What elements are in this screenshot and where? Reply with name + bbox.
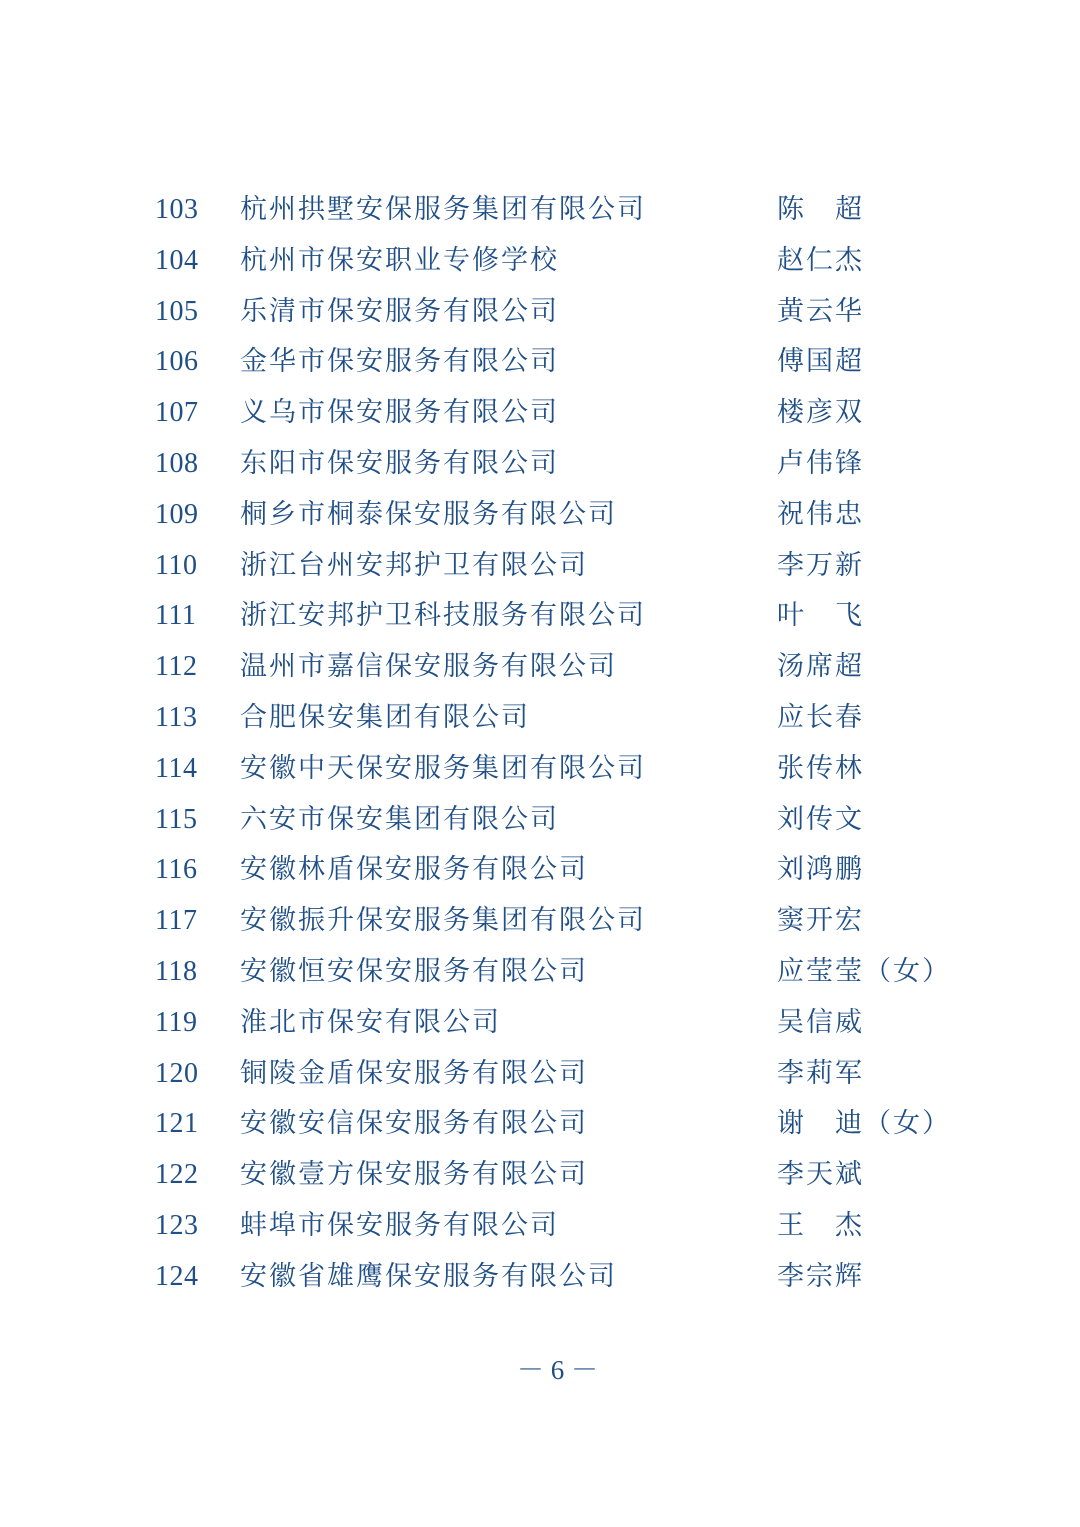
row-number: 115 bbox=[155, 803, 198, 835]
list-row bbox=[0, 591, 1080, 642]
row-number: 113 bbox=[155, 701, 198, 733]
row-number: 120 bbox=[155, 1057, 199, 1089]
person-name: 王 杰 bbox=[777, 1209, 864, 1241]
organization-name: 杭州拱墅安保服务集团有限公司 bbox=[240, 194, 646, 225]
organization-name: 浙江台州安邦护卫有限公司 bbox=[240, 549, 588, 581]
organization-name: 东阳市保安服务有限公司 bbox=[240, 447, 559, 479]
list-row bbox=[0, 744, 1080, 795]
organization-name: 温州市嘉信保安服务有限公司 bbox=[240, 651, 617, 683]
person-name: 李宗辉 bbox=[777, 1260, 864, 1292]
list-row bbox=[0, 1201, 1080, 1252]
person-name: 窦开宏 bbox=[777, 905, 864, 937]
organization-name: 安徽省雄鹰保安服务有限公司 bbox=[240, 1260, 617, 1292]
list-row bbox=[0, 185, 1080, 236]
person-name: 李万新 bbox=[777, 549, 864, 581]
row-number: 106 bbox=[155, 346, 199, 378]
list-row bbox=[0, 795, 1080, 846]
list-row bbox=[0, 845, 1080, 896]
row-number: 104 bbox=[155, 244, 199, 276]
row-number: 110 bbox=[155, 549, 198, 581]
list-row bbox=[0, 693, 1080, 744]
row-number: 107 bbox=[155, 397, 199, 429]
list-row bbox=[0, 490, 1080, 541]
organization-name: 义乌市保安服务有限公司 bbox=[240, 397, 559, 429]
list-row bbox=[0, 896, 1080, 947]
list-row bbox=[0, 388, 1080, 439]
person-name: 傅国超 bbox=[777, 346, 864, 378]
person-name: 应长春 bbox=[777, 701, 864, 733]
list-row bbox=[0, 947, 1080, 998]
row-number: 112 bbox=[155, 651, 198, 683]
list-row bbox=[0, 541, 1080, 592]
organization-name: 杭州市保安职业专修学校 bbox=[240, 244, 559, 276]
list-row bbox=[0, 287, 1080, 338]
row-number: 123 bbox=[155, 1209, 199, 1241]
row-number: 109 bbox=[155, 498, 199, 530]
person-name: 卢伟锋 bbox=[777, 447, 864, 479]
honoree-list bbox=[0, 185, 1080, 1303]
organization-name: 桐乡市桐泰保安服务有限公司 bbox=[240, 498, 617, 530]
list-row bbox=[0, 642, 1080, 693]
page-number: － 6 － bbox=[517, 1355, 598, 1385]
row-number: 118 bbox=[155, 955, 198, 987]
organization-name: 安徽壹方保安服务有限公司 bbox=[240, 1159, 588, 1191]
organization-name: 浙江安邦护卫科技服务有限公司 bbox=[240, 600, 646, 632]
row-number: 119 bbox=[155, 1006, 198, 1038]
person-name: 张传林 bbox=[777, 752, 864, 784]
list-row bbox=[0, 998, 1080, 1049]
organization-name: 合肥保安集团有限公司 bbox=[240, 701, 530, 733]
list-row bbox=[0, 337, 1080, 388]
person-name: 李莉军 bbox=[777, 1057, 864, 1089]
organization-name: 安徽林盾保安服务有限公司 bbox=[240, 854, 588, 886]
row-number: 103 bbox=[155, 194, 199, 225]
row-number: 116 bbox=[155, 854, 198, 886]
row-number: 111 bbox=[155, 600, 197, 632]
person-name: 叶 飞 bbox=[777, 600, 864, 632]
person-name: 应莹莹（女） bbox=[777, 955, 951, 987]
person-name: 黄云华 bbox=[777, 295, 864, 327]
row-number: 114 bbox=[155, 752, 198, 784]
person-name: 吴信威 bbox=[777, 1006, 864, 1038]
person-name: 赵仁杰 bbox=[777, 244, 864, 276]
row-number: 121 bbox=[155, 1108, 199, 1140]
organization-name: 铜陵金盾保安服务有限公司 bbox=[240, 1057, 588, 1089]
organization-name: 乐清市保安服务有限公司 bbox=[240, 295, 559, 327]
organization-name: 安徽振升保安服务集团有限公司 bbox=[240, 905, 646, 937]
person-name: 汤席超 bbox=[777, 651, 864, 683]
organization-name: 淮北市保安有限公司 bbox=[240, 1006, 501, 1038]
organization-name: 六安市保安集团有限公司 bbox=[240, 803, 559, 835]
person-name: 李天斌 bbox=[777, 1159, 864, 1191]
row-number: 122 bbox=[155, 1159, 199, 1191]
organization-name: 蚌埠市保安服务有限公司 bbox=[240, 1209, 559, 1241]
row-number: 117 bbox=[155, 905, 198, 937]
list-row bbox=[0, 236, 1080, 287]
person-name: 刘传文 bbox=[777, 803, 864, 835]
row-number: 124 bbox=[155, 1260, 199, 1292]
person-name: 楼彦双 bbox=[777, 397, 864, 429]
person-name: 陈 超 bbox=[777, 194, 864, 225]
organization-name: 安徽中天保安服务集团有限公司 bbox=[240, 752, 646, 784]
person-name: 谢 迪（女） bbox=[777, 1108, 951, 1140]
list-row bbox=[0, 1099, 1080, 1150]
organization-name: 安徽安信保安服务有限公司 bbox=[240, 1108, 588, 1140]
person-name: 祝伟忠 bbox=[777, 498, 864, 530]
list-row bbox=[0, 1049, 1080, 1100]
organization-name: 金华市保安服务有限公司 bbox=[240, 346, 559, 378]
organization-name: 安徽恒安保安服务有限公司 bbox=[240, 955, 588, 987]
row-number: 108 bbox=[155, 447, 199, 479]
row-number: 105 bbox=[155, 295, 199, 327]
list-row bbox=[0, 439, 1080, 490]
person-name: 刘鸿鹏 bbox=[777, 854, 864, 886]
list-row bbox=[0, 1252, 1080, 1303]
list-row bbox=[0, 1150, 1080, 1201]
